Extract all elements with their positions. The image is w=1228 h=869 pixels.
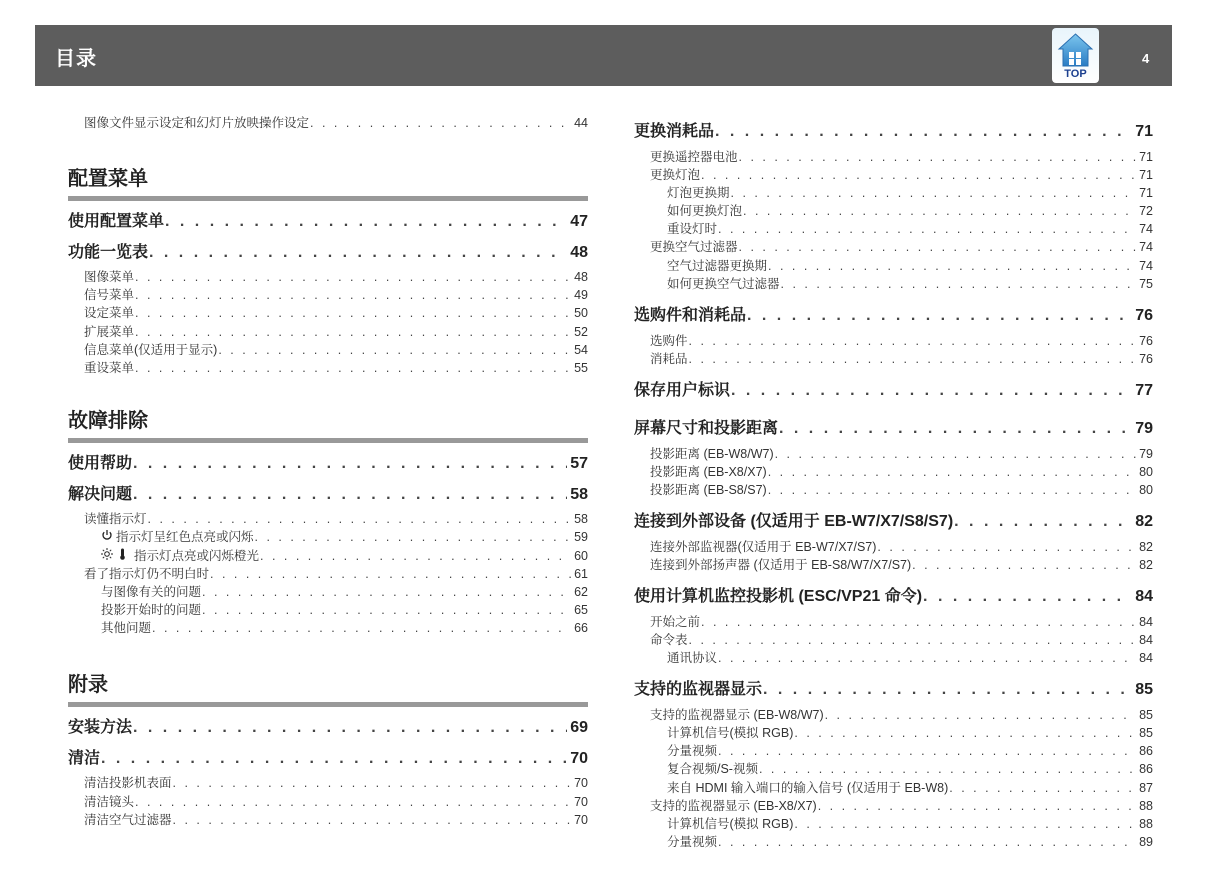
toc-entry-label: 安装方法: [68, 719, 133, 737]
toc-entry-page: 70: [574, 794, 588, 809]
toc-entry-page: 74: [1139, 258, 1153, 273]
toc-entry[interactable]: [634, 797, 1153, 815]
leader-dots: [149, 238, 567, 269]
toc-entry-page: 74: [1139, 240, 1153, 255]
toc-entry[interactable]: [634, 538, 1153, 556]
toc-chapter[interactable]: [68, 207, 588, 238]
toc-entry[interactable]: [634, 275, 1153, 293]
leader-dots: [743, 202, 1136, 220]
toc-chapter[interactable]: [68, 480, 588, 511]
toc-entry-page: 66: [574, 621, 588, 636]
toc-entry[interactable]: [634, 760, 1153, 778]
toc-entry-label: 读懂指示灯: [84, 512, 147, 527]
leader-dots: [794, 815, 1136, 833]
toc-entry[interactable]: [634, 184, 1153, 202]
leader-dots: [763, 675, 1132, 706]
toc-entry-label: 屏幕尺寸和投影距离: [634, 420, 779, 438]
leader-dots: [954, 507, 1132, 538]
toc-entry-label: 重设菜单: [84, 360, 135, 375]
toc-entry[interactable]: [634, 238, 1153, 256]
toc-entry[interactable]: [634, 742, 1153, 760]
toc-entry[interactable]: [634, 257, 1153, 275]
toc-entry[interactable]: [68, 601, 588, 619]
toc-entry-label: 复合视频/S-视频: [667, 762, 758, 777]
toc-entry[interactable]: [68, 547, 588, 565]
toc-chapter[interactable]: [634, 414, 1153, 445]
toc-entry[interactable]: [634, 833, 1153, 851]
section-heading: 附录: [68, 671, 588, 707]
toc-entry-page: 65: [574, 603, 588, 618]
toc-chapter[interactable]: [68, 238, 588, 269]
leader-dots: [912, 556, 1136, 574]
toc-section: [68, 165, 588, 377]
toc-entry-label: 灯泡更换期: [667, 185, 730, 200]
leader-dots: [731, 376, 1132, 407]
toc-group: [634, 301, 1153, 368]
toc-group: [634, 675, 1153, 851]
toc-entry[interactable]: [68, 811, 588, 829]
leader-dots: [739, 238, 1137, 256]
toc-entry-page: 82: [1139, 539, 1153, 554]
leader-dots: [731, 184, 1137, 202]
toc-entry[interactable]: [634, 332, 1153, 350]
top-label: TOP: [1064, 68, 1087, 80]
toc-entry-page: 84: [1139, 651, 1153, 666]
toc-entry-page: 82: [1135, 513, 1153, 531]
toc-entry-page: 77: [1135, 381, 1153, 399]
toc-entry-label: 投影距离 (EB-W8/W7): [650, 446, 774, 461]
toc-entry-page: 59: [574, 530, 588, 545]
toc-entry-page: 61: [574, 566, 588, 581]
toc-entry[interactable]: [68, 359, 588, 377]
leader-dots: [689, 350, 1137, 368]
leader-dots: [715, 117, 1132, 148]
toc-entry-label: 清洁镜头: [84, 794, 135, 809]
toc-entry-label: 投影距离 (EB-X8/X7): [650, 465, 767, 480]
spacer: [634, 574, 1153, 582]
toc-entry-label: 空气过滤器更换期: [667, 258, 768, 273]
toc-entry-page: 49: [574, 288, 588, 303]
leader-dots: [218, 341, 571, 359]
toc-entry-label: 支持的监视器显示 (EB-W8/W7): [650, 707, 824, 722]
toc-entry[interactable]: [68, 774, 588, 792]
toc-entry-page: 60: [574, 548, 588, 563]
leader-dots: [101, 744, 567, 775]
toc-entry-page: 85: [1139, 726, 1153, 741]
toc-entry-label: 更换空气过滤器: [650, 240, 738, 255]
leader-dots: [701, 166, 1136, 184]
toc-chapter[interactable]: [634, 675, 1153, 706]
leader-dots: [135, 304, 571, 322]
toc-entry-page: 44: [574, 116, 588, 130]
toc-entry-label: 如何更换灯泡: [667, 204, 743, 219]
toc-entry-label: 使用计算机监控投影机 (ESC/VP21 命令): [634, 588, 923, 606]
toc-entry[interactable]: [68, 268, 588, 286]
leader-dots: [152, 619, 571, 637]
toc-entry-page: 84: [1139, 633, 1153, 647]
leader-dots: [775, 445, 1136, 463]
toc-entry-page: 79: [1135, 420, 1153, 438]
toc-entry-page: 87: [1139, 780, 1153, 795]
toc-entry-page: 76: [1135, 307, 1153, 324]
leader-dots: [689, 332, 1137, 350]
toc-entry-label: 分量视频: [667, 744, 718, 759]
toc-group: [634, 507, 1153, 574]
leader-dots: [135, 359, 571, 377]
toc-entry-page: 84: [1139, 614, 1153, 629]
toc-entry-page: 71: [1139, 185, 1153, 200]
toc-entry-page: 52: [574, 324, 588, 339]
toc-entry-label: 计算机信号(模拟 RGB): [667, 726, 794, 741]
toc-entry[interactable]: [68, 341, 588, 359]
toc-entry[interactable]: [68, 323, 588, 341]
toc-entry-label: 命令表: [650, 633, 688, 647]
toc-entry-page: 62: [574, 584, 588, 599]
leader-dots: [689, 631, 1137, 649]
toc-entry-label: 更换灯泡: [650, 167, 701, 182]
page-title: 目录: [55, 48, 97, 70]
toc-entry-page: 80: [1139, 483, 1153, 498]
toc-entry-page: 85: [1135, 681, 1153, 699]
leader-dots: [923, 582, 1132, 613]
toc-entry[interactable]: [634, 779, 1153, 797]
toc-entry[interactable]: [68, 114, 588, 132]
toc-entry-page: 85: [1139, 707, 1153, 722]
top-button[interactable]: [1052, 28, 1099, 83]
leader-dots: [310, 114, 571, 132]
toc-entry-label: 其他问题: [101, 621, 152, 636]
toc-entry-label: 使用帮助: [68, 455, 133, 473]
toc-entry-label: 图像菜单: [84, 270, 135, 284]
spacer: [634, 293, 1153, 301]
toc-entry-page: 54: [574, 342, 588, 357]
toc-entry-label: 连接到外部扬声器 (仅适用于 EB-S8/W7/X7/S7): [650, 558, 912, 573]
toc-chapter[interactable]: [634, 507, 1153, 538]
leader-dots: [210, 565, 571, 583]
toc-entry-label: 信号菜单: [84, 288, 135, 303]
toc-section: [68, 407, 588, 637]
toc-section: [68, 671, 588, 829]
toc-entry-label: 投影距离 (EB-S8/S7): [650, 483, 767, 498]
leader-dots: [135, 286, 571, 304]
leader-dots: [949, 779, 1136, 797]
leader-dots: [825, 706, 1136, 724]
toc-entry[interactable]: [68, 304, 588, 322]
leader-dots: [781, 275, 1137, 293]
left-column: [68, 114, 588, 829]
toc-entry-page: 84: [1135, 588, 1153, 606]
spacer: [634, 667, 1153, 675]
toc-entry[interactable]: [634, 556, 1153, 574]
toc-entry-label: 指示灯点亮或闪烁橙光: [134, 548, 260, 563]
toc-entry[interactable]: [634, 463, 1153, 481]
toc-group: [634, 376, 1153, 407]
spacer: [68, 377, 588, 407]
leader-dots: [779, 414, 1132, 445]
toc-group: [634, 414, 1153, 499]
toc-chapter[interactable]: [634, 376, 1153, 407]
toc-entry-label: 更换遥控器电池: [650, 149, 738, 164]
toc-entry-label: 选购件和消耗品: [634, 307, 747, 324]
toc-entry[interactable]: [634, 148, 1153, 166]
leader-dots: [747, 301, 1132, 332]
leader-dots: [718, 220, 1136, 238]
leader-dots: [768, 463, 1136, 481]
section-heading: 故障排除: [68, 407, 588, 443]
leader-dots: [718, 833, 1136, 851]
leader-dots: [165, 207, 567, 238]
toc-entry-label: 连接外部监视器(仅适用于 EB-W7/X7/S7): [650, 539, 877, 554]
toc-entry[interactable]: [634, 649, 1153, 667]
toc-entry-label: 清洁: [68, 749, 101, 767]
toc-entry-page: 48: [574, 270, 588, 284]
toc-group: [634, 582, 1153, 667]
toc-entry-page: 71: [1139, 167, 1153, 182]
toc-entry[interactable]: [634, 166, 1153, 184]
toc-entry-page: 79: [1139, 446, 1153, 461]
toc-entry[interactable]: [634, 445, 1153, 463]
leader-dots: [135, 268, 571, 286]
toc-entry-label: 保存用户标识: [634, 381, 731, 399]
toc-entry[interactable]: [68, 793, 588, 811]
leader-dots: [768, 257, 1136, 275]
toc-entry-page: 88: [1139, 817, 1153, 831]
spacer: [68, 637, 588, 671]
toc-entry[interactable]: [634, 706, 1153, 724]
toc-entry-page: 57: [570, 455, 588, 473]
section-heading: 配置菜单: [68, 165, 588, 201]
toc-entry-label: 指示灯呈红色点亮或闪烁: [116, 530, 254, 545]
toc-entry[interactable]: [68, 510, 588, 528]
toc-entry[interactable]: [634, 220, 1153, 238]
leader-dots: [759, 760, 1136, 778]
page-number: 4: [1142, 51, 1150, 66]
toc-chapter[interactable]: [68, 744, 588, 775]
toc-entry-label: 通讯协议: [667, 651, 718, 666]
toc-entry-label: 清洁空气过滤器: [84, 812, 172, 827]
toc-chapter[interactable]: [68, 449, 588, 480]
toc-entry-label: 看了指示灯仍不明白时: [84, 566, 210, 581]
toc-entry-page: 80: [1139, 465, 1153, 480]
toc-chapter[interactable]: [68, 713, 588, 744]
toc-entry-page: 76: [1139, 333, 1153, 348]
leader-dots: [818, 797, 1136, 815]
toc-entry-label: 消耗品: [650, 351, 688, 366]
leader-dots: [260, 547, 571, 565]
leader-dots: [135, 323, 571, 341]
toc-entry-label: 来自 HDMI 输入端口的输入信号 (仅适用于 EB-W8): [667, 780, 949, 795]
leader-dots: [794, 724, 1136, 742]
toc-entry-label: 计算机信号(模拟 RGB): [667, 817, 794, 831]
toc-entry-page: 58: [570, 485, 588, 503]
toc-entry-page: 50: [574, 306, 588, 321]
toc-entry-page: 76: [1139, 351, 1153, 366]
toc-entry-page: 55: [574, 360, 588, 375]
leader-dots: [148, 510, 572, 528]
toc-entry-label: 支持的监视器显示 (EB-X8/X7): [650, 798, 817, 813]
toc-entry-label: 重设灯时: [667, 222, 718, 237]
toc-entry-page: 48: [570, 243, 588, 261]
spacer: [634, 499, 1153, 507]
toc-entry-page: 69: [570, 719, 588, 737]
leader-dots: [739, 148, 1137, 166]
toc-entry-label: 扩展菜单: [84, 324, 135, 339]
lamp-temp-icon: [101, 547, 131, 565]
right-column: [634, 114, 1153, 851]
toc-entry-label: 信息菜单(仅适用于显示): [84, 342, 218, 357]
toc-entry-label: 图像文件显示设定和幻灯片放映操作设定: [84, 116, 310, 130]
toc-entry-label: 功能一览表: [68, 243, 149, 261]
toc-entry-label: 与图像有关的问题: [101, 584, 202, 599]
toc-entry-label: 选购件: [650, 333, 688, 348]
spacer: [68, 132, 588, 165]
toc-entry-label: 更换消耗品: [634, 123, 715, 140]
toc-entry-page: 71: [1139, 149, 1153, 164]
leader-dots: [133, 449, 567, 480]
spacer: [634, 368, 1153, 376]
toc-group: [634, 117, 1153, 293]
header-bar: [35, 25, 1172, 86]
toc-entry[interactable]: [68, 583, 588, 601]
toc-entry-label: 开始之前: [650, 614, 701, 629]
toc-entry-label: 投影开始时的问题: [101, 603, 202, 618]
toc-entry-page: 70: [574, 776, 588, 791]
toc-chapter[interactable]: [634, 582, 1153, 613]
toc-entry[interactable]: [634, 613, 1153, 631]
leader-dots: [877, 538, 1136, 556]
toc-entry[interactable]: [634, 350, 1153, 368]
toc-chapter[interactable]: [634, 117, 1153, 148]
leader-dots: [718, 742, 1136, 760]
toc-entry-page: 86: [1139, 762, 1153, 777]
toc-entry[interactable]: [634, 631, 1153, 649]
toc-entry-label: 使用配置菜单: [68, 213, 165, 230]
toc-entry-label: 如何更换空气过滤器: [667, 276, 780, 291]
toc-entry[interactable]: [68, 528, 588, 546]
toc-entry[interactable]: [68, 619, 588, 637]
leader-dots: [202, 601, 571, 619]
toc-entry[interactable]: [634, 202, 1153, 220]
toc-entry[interactable]: [634, 724, 1153, 742]
toc-entry-page: 70: [574, 812, 588, 827]
toc-entry-page: 88: [1139, 798, 1153, 813]
toc-entry-page: 89: [1139, 835, 1153, 850]
toc-entry-page: 82: [1139, 558, 1153, 573]
toc-entry[interactable]: [634, 815, 1153, 833]
leader-dots: [133, 713, 567, 744]
toc-entry-label: 清洁投影机表面: [84, 776, 172, 791]
toc-entry-page: 75: [1139, 276, 1153, 291]
toc-entry-page: 71: [1135, 123, 1153, 140]
toc-entry[interactable]: [634, 481, 1153, 499]
leader-dots: [135, 793, 571, 811]
toc-entry[interactable]: [68, 565, 588, 583]
leader-dots: [173, 811, 572, 829]
leader-dots: [768, 481, 1136, 499]
toc-entry-label: 支持的监视器显示: [634, 681, 763, 699]
toc-entry-label: 设定菜单: [84, 306, 135, 321]
toc-entry-page: 70: [570, 749, 588, 767]
toc-entry-page: 47: [570, 213, 588, 230]
leader-dots: [202, 583, 571, 601]
toc-entry-page: 58: [574, 512, 588, 527]
toc-entry-label: 连接到外部设备 (仅适用于 EB-W7/X7/S8/S7): [634, 513, 954, 531]
toc-entry-label: 解决问题: [68, 485, 133, 503]
leader-dots: [255, 528, 572, 546]
toc-entry-page: 74: [1139, 222, 1153, 237]
toc-entry-page: 72: [1139, 204, 1153, 219]
toc-chapter[interactable]: [634, 301, 1153, 332]
leader-dots: [718, 649, 1136, 667]
toc-entry-label: 分量视频: [667, 835, 718, 850]
spacer: [634, 406, 1153, 414]
toc-entry[interactable]: [68, 286, 588, 304]
leader-dots: [701, 613, 1136, 631]
toc-entry-page: 86: [1139, 744, 1153, 759]
leader-dots: [133, 480, 567, 511]
power-icon: [101, 528, 113, 546]
leader-dots: [173, 774, 572, 792]
